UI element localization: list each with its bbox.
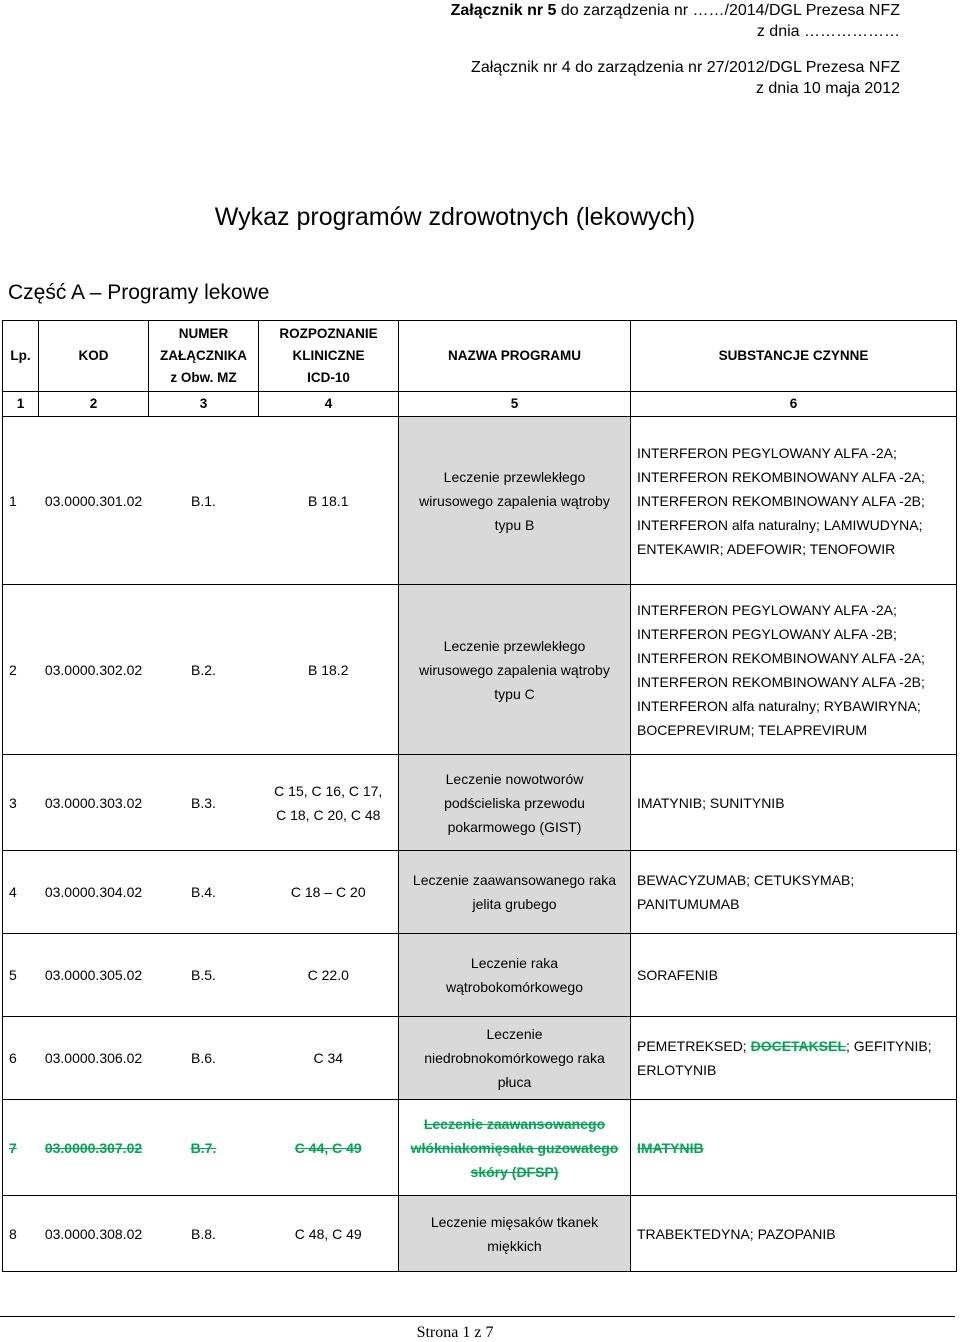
- cell-lp: 8: [3, 1196, 39, 1272]
- prev-attachment-date: z dnia 10 maja 2012: [755, 80, 900, 97]
- cell-nazwa-line: niedrobnokomórkowego raka: [424, 1050, 605, 1066]
- cell-nazwa-line: Leczenie nowotworów: [445, 770, 584, 787]
- cell-zal: B.3.: [149, 755, 259, 851]
- col-kod-header: KOD: [39, 321, 149, 392]
- cell-nazwa: [399, 1100, 631, 1196]
- cell-kod: 03.0000.307.02: [39, 1100, 149, 1196]
- zal-header-line: ZAŁĄCZNIKA: [160, 348, 247, 363]
- cell-sub-line: TRABEKTEDYNA; PAZOPANIB: [637, 1225, 836, 1242]
- cell-sub-line: [637, 1034, 952, 1058]
- col-number: 6: [631, 392, 957, 417]
- cell-nazwa-line: jelita grubego: [472, 896, 557, 912]
- cell-nazwa: [399, 934, 631, 1017]
- cell-icd: B 18.2: [259, 585, 399, 755]
- cell-kod: 03.0000.302.02: [39, 585, 149, 755]
- cell-sub: [631, 1100, 957, 1196]
- cell-nazwa-line: Leczenie: [486, 1026, 543, 1042]
- cell-sub-line: IMATYNIB: [637, 1139, 704, 1156]
- cell-sub-line: INTERFERON PEGYLOWANY ALFA -2A;: [637, 601, 897, 618]
- cell-icd-line: C 18, C 20, C 48: [276, 806, 381, 823]
- cell-zal: B.5.: [149, 934, 259, 1017]
- page-footer: Strona 1 z 7: [416, 1324, 494, 1341]
- table-row: [3, 585, 957, 755]
- col-icd-header: [259, 321, 399, 392]
- cell-kod: 03.0000.305.02: [39, 934, 149, 1017]
- cell-nazwa-line: płuca: [497, 1074, 532, 1090]
- col-nazwa-header: NAZWA PROGRAMU: [399, 321, 631, 392]
- cell-nazwa: [399, 585, 631, 755]
- cell-sub-line: ENTEKAWIR; ADEFOWIR; TENOFOWIR: [637, 540, 896, 557]
- cell-icd-line: C 15, C 16, C 17,: [274, 782, 383, 799]
- cell-icd: C 48, C 49: [259, 1196, 399, 1272]
- substance-text: PEMETREKSED;: [637, 1038, 751, 1054]
- cell-zal: B.8.: [149, 1196, 259, 1272]
- cell-sub-line: INTERFERON alfa naturalny; RYBAWIRYNA;: [637, 697, 921, 714]
- cell-kod: 03.0000.308.02: [39, 1196, 149, 1272]
- col-number: 5: [399, 392, 631, 417]
- cell-sub-line: PANITUMUMAB: [637, 896, 740, 912]
- cell-sub-line: BOCEPREVIRUM; TELAPREVIRUM: [637, 721, 868, 738]
- page-title: Wykaz programów zdrowotnych (lekowych): [214, 203, 696, 231]
- cell-nazwa-line: Leczenie zaawansowanego: [423, 1115, 606, 1132]
- cell-icd: C 34: [259, 1017, 399, 1100]
- cell-zal: B.7.: [149, 1100, 259, 1196]
- cell-sub-line: INTERFERON REKOMBINOWANY ALFA -2B;: [637, 492, 925, 509]
- cell-kod: 03.0000.306.02: [39, 1017, 149, 1100]
- attachment-date: z dnia ………………: [756, 23, 900, 40]
- table-row: [3, 934, 957, 1017]
- cell-nazwa-line: miękkich: [487, 1237, 542, 1254]
- table-row: [3, 851, 957, 934]
- col-zal-header: [149, 321, 259, 392]
- cell-sub-line: SORAFENIB: [637, 967, 718, 983]
- attachment-ref: do zarządzenia nr ……/2014/DGL Prezesa NFZ: [556, 2, 900, 19]
- cell-nazwa-line: wątrobokomórkowego: [446, 979, 583, 995]
- header-row: [3, 321, 957, 392]
- cell-nazwa: [399, 1017, 631, 1100]
- table-row: [3, 755, 957, 851]
- cell-zal: B.6.: [149, 1017, 259, 1100]
- col-number: 1: [3, 392, 39, 417]
- icd-header-line: ROZPOZNANIE: [279, 326, 378, 341]
- table-row: [3, 417, 957, 585]
- cell-sub-line: INTERFERON REKOMBINOWANY ALFA -2A;: [637, 468, 925, 485]
- table-row: [3, 1100, 957, 1196]
- cell-lp: 1: [3, 417, 39, 585]
- cell-lp: 2: [3, 585, 39, 755]
- cell-nazwa-line: Leczenie zaawansowanego raka: [412, 872, 617, 888]
- cell-sub: [631, 755, 957, 851]
- attachment-header: [451, 0, 900, 99]
- cell-nazwa-line: Leczenie przewlekłego: [443, 468, 586, 485]
- footer-divider: [0, 1316, 955, 1317]
- cell-lp: 3: [3, 755, 39, 851]
- table-row: [3, 1196, 957, 1272]
- cell-icd: C 44, C 49: [259, 1100, 399, 1196]
- cell-sub-line: INTERFERON alfa naturalny; LAMIWUDYNA;: [637, 516, 923, 533]
- cell-nazwa-line: pokarmowego (GIST): [447, 818, 582, 835]
- cell-nazwa-line: Leczenie raka: [470, 955, 559, 971]
- cell-sub: [631, 851, 957, 934]
- section-heading: Część A – Programy lekowe: [8, 281, 270, 304]
- col-number: 4: [259, 392, 399, 417]
- cell-nazwa-line: wirusowego zapalenia wątroby: [419, 492, 610, 509]
- cell-nazwa: [399, 851, 631, 934]
- cell-nazwa: [399, 417, 631, 585]
- icd-header-line: ICD-10: [307, 370, 350, 385]
- cell-sub: [631, 1196, 957, 1272]
- cell-icd: C 18 – C 20: [259, 851, 399, 934]
- cell-sub-line: INTERFERON PEGYLOWANY ALFA -2B;: [637, 625, 897, 642]
- cell-sub-line: INTERFERON PEGYLOWANY ALFA -2A;: [637, 444, 897, 461]
- cell-zal: B.4.: [149, 851, 259, 934]
- cell-nazwa-line: wirusowego zapalenia wątroby: [419, 661, 610, 678]
- cell-lp: 5: [3, 934, 39, 1017]
- cell-icd: B 18.1: [259, 417, 399, 585]
- col-lp-header: Lp.: [3, 321, 39, 392]
- cell-sub-line: IMATYNIB; SUNITYNIB: [637, 794, 785, 811]
- col-sub-header: SUBSTANCJE CZYNNE: [631, 321, 957, 392]
- cell-nazwa-line: włókniakomięsaka guzowatego: [410, 1139, 619, 1156]
- cell-lp: 6: [3, 1017, 39, 1100]
- substance-text: ; GEFITYNIB;: [846, 1038, 932, 1054]
- cell-sub-line: ERLOTYNIB: [637, 1062, 717, 1078]
- cell-kod: 03.0000.304.02: [39, 851, 149, 934]
- cell-nazwa-line: typu B: [494, 516, 535, 533]
- icd-header-line: KLINICZNE: [292, 348, 365, 363]
- cell-lp: 7: [3, 1100, 39, 1196]
- col-number: 3: [149, 392, 259, 417]
- cell-zal: B.2.: [149, 585, 259, 755]
- cell-sub: [631, 1017, 957, 1100]
- cell-kod: 03.0000.301.02: [39, 417, 149, 585]
- cell-zal: B.1.: [149, 417, 259, 585]
- cell-kod: 03.0000.303.02: [39, 755, 149, 851]
- cell-nazwa-line: Leczenie przewlekłego: [443, 637, 586, 654]
- table-row: [3, 1017, 957, 1100]
- prev-attachment-ref: Załącznik nr 4 do zarządzenia nr 27/2012/DGL Prezesa NFZ: [471, 59, 900, 76]
- cell-nazwa: [399, 1196, 631, 1272]
- deleted-substance: DOCETAKSEL: [750, 1038, 847, 1054]
- programs-table: [2, 320, 957, 1272]
- cell-sub-line: INTERFERON REKOMBINOWANY ALFA -2A;: [637, 649, 925, 666]
- zal-header-line: z Obw. MZ: [170, 370, 237, 385]
- cell-nazwa: [399, 755, 631, 851]
- cell-nazwa-line: podścieliska przewodu: [444, 794, 585, 811]
- cell-icd: [259, 755, 399, 851]
- cell-sub-line: INTERFERON REKOMBINOWANY ALFA -2B;: [637, 673, 925, 690]
- cell-lp: 4: [3, 851, 39, 934]
- col-number: 2: [39, 392, 149, 417]
- zal-header-line: NUMER: [178, 326, 229, 341]
- cell-nazwa-line: skóry (DFSP): [470, 1163, 559, 1180]
- cell-sub-line: BEWACYZUMAB; CETUKSYMAB;: [637, 872, 855, 888]
- cell-sub: [631, 417, 957, 585]
- column-number-row: [3, 392, 957, 417]
- cell-nazwa-line: typu C: [494, 685, 535, 702]
- cell-sub: [631, 934, 957, 1017]
- cell-nazwa-line: Leczenie mięsaków tkanek: [430, 1213, 599, 1230]
- cell-sub: [631, 585, 957, 755]
- attachment-number: Załącznik nr 5: [450, 2, 557, 19]
- cell-icd: C 22.0: [259, 934, 399, 1017]
